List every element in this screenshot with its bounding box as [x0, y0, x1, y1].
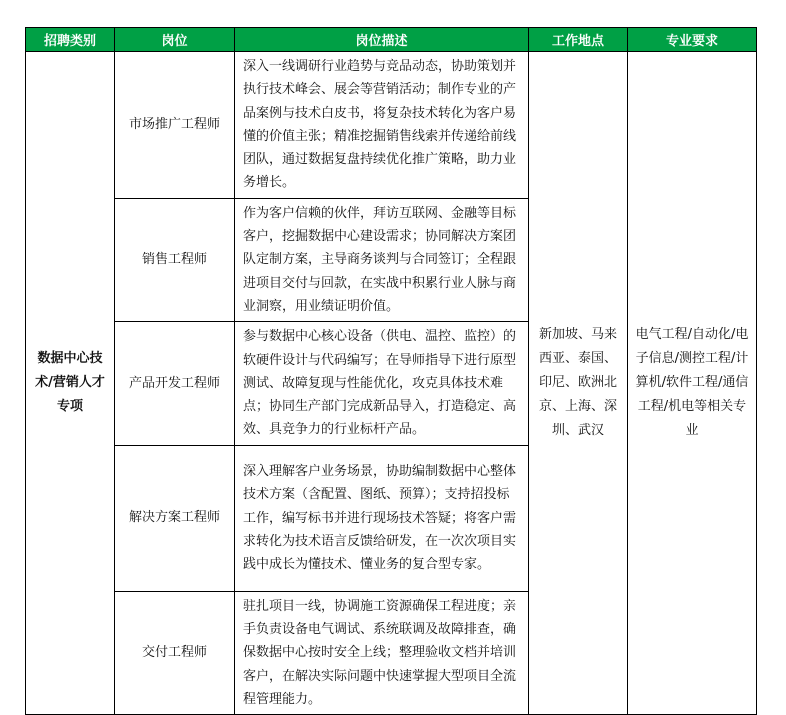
- position-cell: 产品开发工程师: [115, 322, 235, 445]
- header-location: 工作地点: [529, 28, 628, 52]
- position-cell: 交付工程师: [115, 591, 235, 714]
- location-cell: 新加坡、马来西亚、泰国、印尼、欧洲北京、上海、深圳、武汉: [529, 52, 628, 715]
- requirement-cell: 电气工程/自动化/电子信息/测控工程/计算机/软件工程/通信工程/机电等相关专业: [628, 52, 757, 715]
- description-cell: 深入理解客户业务场景，协助编制数据中心整体技术方案（含配置、图纸、预算）；支持招投标工作，编写标书并进行现场技术答疑；将客户需求转化为技术语言反馈给研发，在一次次项目实践中成长为懂技术、懂业务的复合型专家。: [235, 445, 529, 591]
- header-description: 岗位描述: [235, 28, 529, 52]
- description-cell: 参与数据中心核心设备（供电、温控、监控）的软硬件设计与代码编写；在导师指导下进行原型测试、故障复现与性能优化，攻克具体技术难点；协同生产部门完成新品导入，打造稳定、高效、具竞争力的行业标杆产品。: [235, 322, 529, 445]
- position-cell: 销售工程师: [115, 198, 235, 321]
- recruitment-table: [25, 27, 757, 715]
- table-row: [26, 52, 757, 199]
- header-position: 岗位: [115, 28, 235, 52]
- description-cell: 驻扎项目一线，协调施工资源确保工程进度；亲手负责设备电气调试、系统联调及故障排查，确保数据中心按时安全上线；整理验收文档并培训客户，在解决实际问题中快速掌握大型项目全流程管理能力。: [235, 591, 529, 714]
- description-cell: 深入一线调研行业趋势与竞品动态，协助策划并执行技术峰会、展会等营销活动；制作专业的产品案例与技术白皮书，将复杂技术转化为客户易懂的价值主张；精准挖掘销售线索并传递给前线团队，通过数据复盘持续优化推广策略，助力业务增长。: [235, 52, 529, 199]
- table-header-row: [26, 28, 757, 52]
- header-category: 招聘类别: [26, 28, 115, 52]
- header-requirement: 专业要求: [628, 28, 757, 52]
- description-cell: 作为客户信赖的伙伴，拜访互联网、金融等目标客户，挖掘数据中心建设需求；协同解决方案团队定制方案，主导商务谈判与合同签订；全程跟进项目交付与回款，在实战中积累行业人脉与商业洞察，用业绩证明价值。: [235, 198, 529, 321]
- position-cell: 解决方案工程师: [115, 445, 235, 591]
- category-cell: 数据中心技术/营销人才专项: [26, 52, 115, 715]
- position-cell: 市场推广工程师: [115, 52, 235, 199]
